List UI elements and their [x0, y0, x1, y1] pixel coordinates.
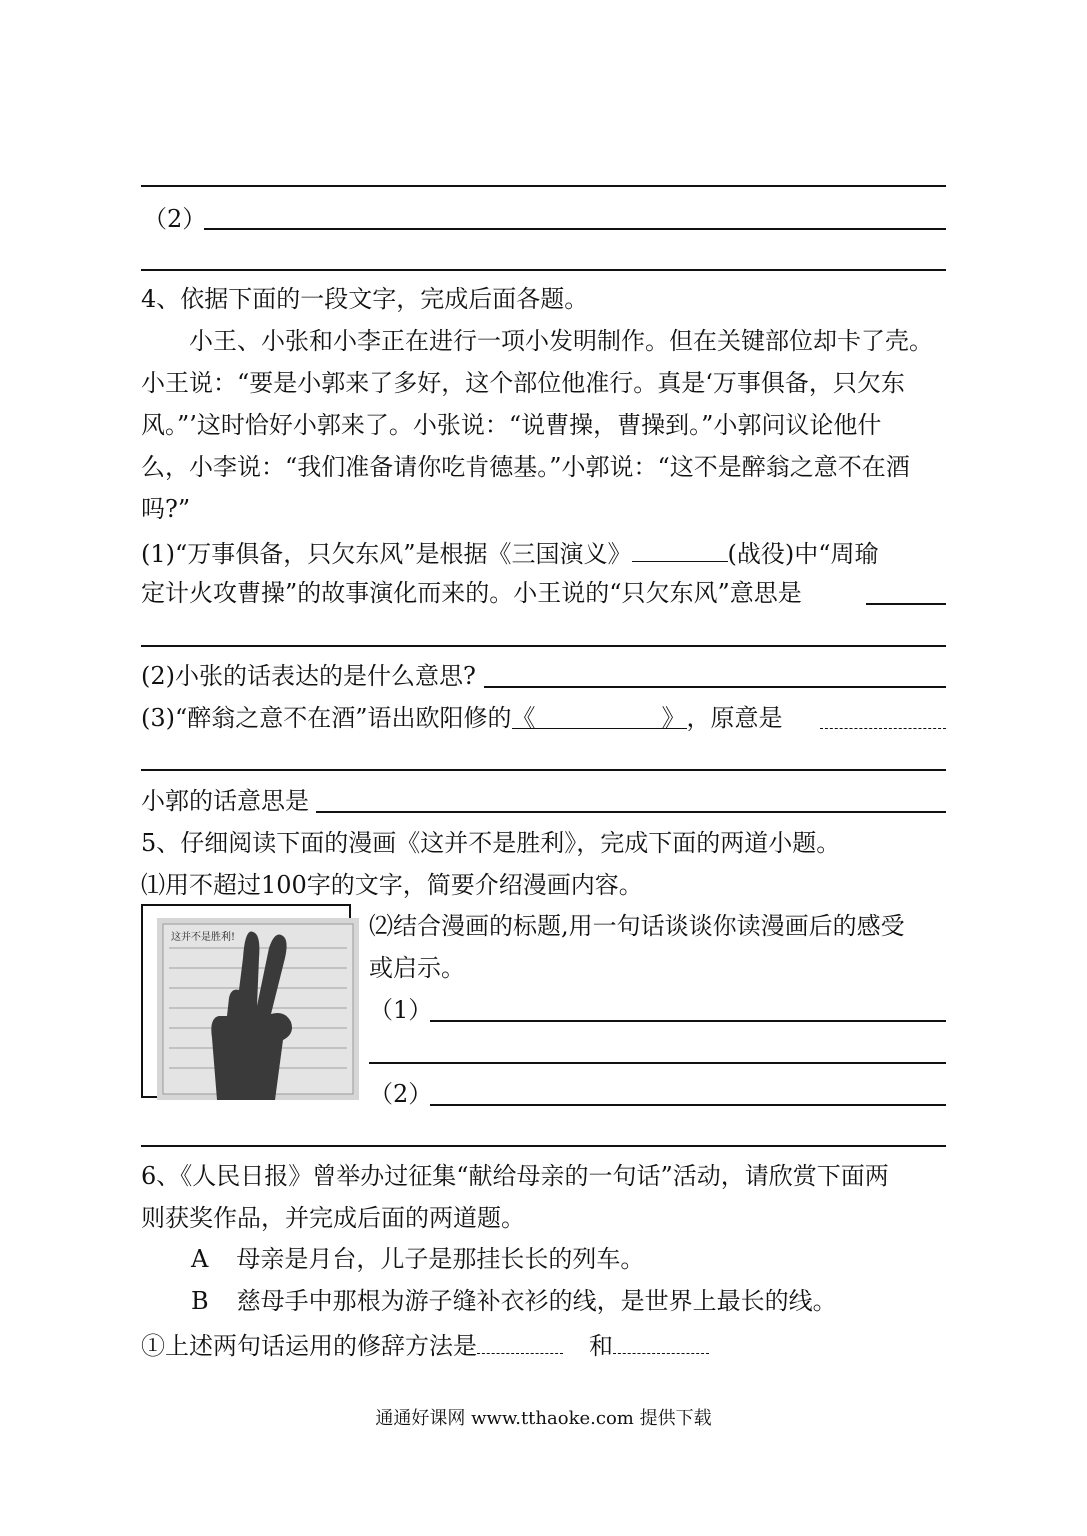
battle-blank[interactable] [632, 535, 728, 562]
q4-sub1-line2 [141, 577, 802, 609]
q4-sub3-text: ，原意是 [686, 704, 783, 732]
q6-item-a-label: A [191, 1245, 209, 1273]
answer-line[interactable] [866, 603, 946, 605]
q4-passage-line: 小王、小张和小李正在进行一项小发明制作。但在关键部位却卡了壳。 [189, 327, 933, 355]
q4-sub3-text: (3)“醉翁之意不在酒”语出欧阳修的 [141, 704, 512, 732]
answer-line[interactable] [369, 1062, 946, 1064]
q6-item-b-text: 慈母手中那根为游子缝补衣衫的线，是世界上最长的线。 [236, 1287, 837, 1315]
q6-sub1-text: ①上述两句话运用的修辞方法是 [141, 1332, 477, 1360]
q5-sub1: ⑴用不超过100字的文字，简要介绍漫画内容。 [141, 871, 643, 899]
q4-sub1-text: (战役)中“周瑜 [727, 540, 879, 568]
answer-line[interactable] [430, 1104, 946, 1106]
cartoon-image [157, 918, 359, 1100]
q4-passage-line: 风。”’这时恰好小郭来了。小张说：“说曹操，曹操到。”小郭问议论他什 [141, 411, 882, 439]
q4-sub3-meaning: 小郭的话意思是 [141, 787, 309, 815]
q3-sub2-label: （2） [143, 205, 207, 233]
hand-v-sign-icon [157, 918, 359, 1100]
q5-sub2-line2: 或启示。 [369, 954, 465, 982]
q4-passage-line: 小王说：“要是小郭来了多好，这个部位他准行。真是‘万事俱备，只欠东 [141, 369, 905, 397]
answer-line [141, 269, 946, 271]
answer-line[interactable] [141, 645, 946, 647]
page-footer: 通通好课网 www.tthaoke.com 提供下载 [375, 1408, 712, 1429]
cartoon-caption: 这并不是胜利! [171, 932, 236, 943]
q5-stem: 5、仔细阅读下面的漫画《这并不是胜利》，完成下面的两道小题。 [141, 829, 841, 857]
q4-sub1-line1 [141, 535, 879, 570]
q5-answer1-label: （1） [369, 996, 433, 1024]
q6-stem-line1: 6、《人民日报》曾举办过征集“献给母亲的一句话”活动，请欣赏下面两 [141, 1162, 889, 1190]
q6-item-a [191, 1243, 644, 1275]
q5-answer2-label: （2） [369, 1080, 433, 1108]
book-title-blank[interactable]: 《 》 [511, 704, 686, 732]
q6-item-b-label: B [191, 1287, 209, 1315]
rhetoric-blank-1[interactable] [477, 1327, 563, 1354]
q6-item-b [191, 1285, 837, 1317]
q4-passage-line: 么，小李说：“我们准备请你吃肯德基。”小郭说：“这不是醉翁之意不在酒 [141, 453, 910, 481]
answer-line[interactable] [484, 686, 946, 688]
answer-line[interactable] [430, 1020, 946, 1022]
q4-sub1-text: 定计火攻曹操”的故事演化而来的。小王说的“只欠东风”意思是 [141, 579, 802, 607]
q6-sub1-and: 和 [589, 1332, 613, 1360]
answer-line [204, 228, 946, 230]
answer-line[interactable] [141, 769, 946, 771]
answer-line[interactable] [316, 811, 946, 813]
q6-sub1 [141, 1327, 709, 1362]
q4-sub3-line [141, 702, 783, 734]
q6-item-a-text: 母亲是月台，儿子是那挂长长的列车。 [236, 1245, 645, 1273]
q4-stem: 4、依据下面的一段文字，完成后面各题。 [141, 285, 589, 313]
q5-sub2-line1: ⑵结合漫画的标题,用一句话谈谈你读漫画后的感受 [369, 912, 905, 940]
q4-passage-line: 吗?” [141, 495, 191, 523]
answer-line[interactable] [820, 728, 946, 729]
q6-stem-line2: 则获奖作品，并完成后面的两道题。 [141, 1204, 525, 1232]
answer-line [141, 185, 946, 187]
rhetoric-blank-2[interactable] [613, 1327, 709, 1354]
q4-sub2: (2)小张的话表达的是什么意思? [141, 662, 476, 690]
q4-sub1-text: (1)“万事俱备，只欠东风”是根据《三国演义》 [141, 540, 632, 568]
answer-line[interactable] [141, 1145, 946, 1147]
